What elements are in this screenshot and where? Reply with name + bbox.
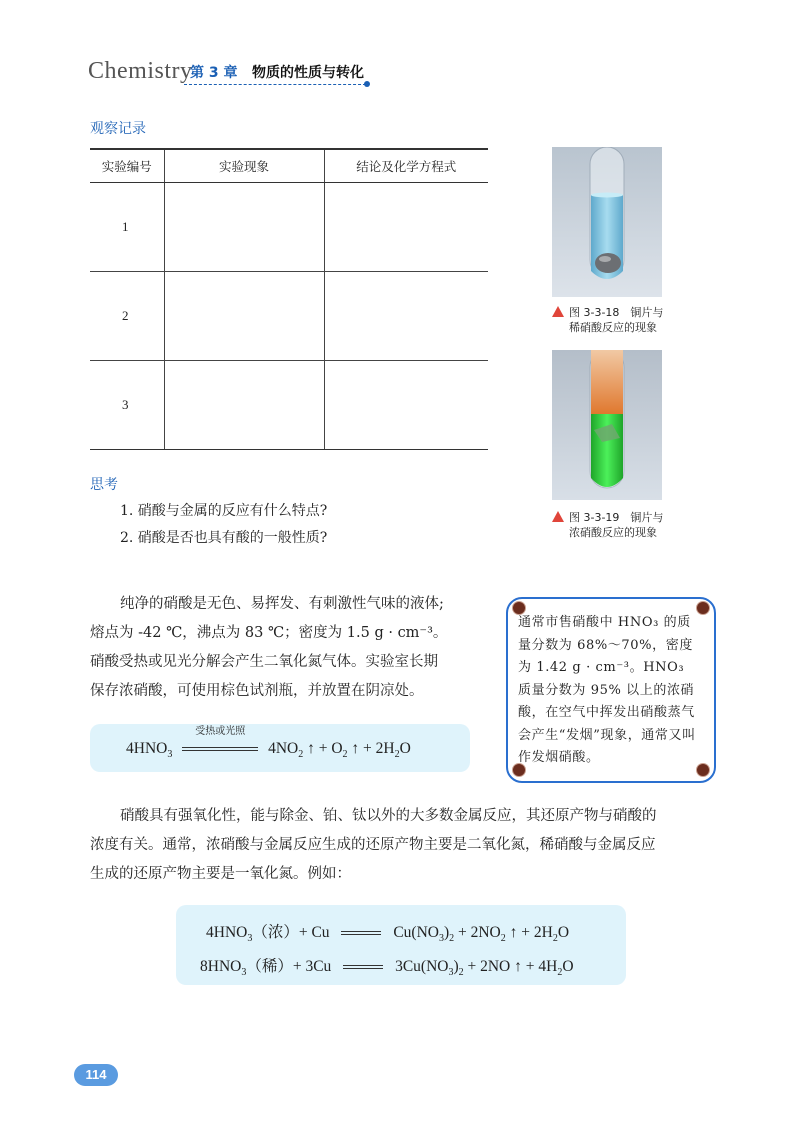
conclusion-cell[interactable]: [324, 361, 488, 450]
equals-arrow-icon: [182, 747, 258, 751]
column-header: 实验编号: [90, 149, 164, 183]
think-question: 2. 硝酸是否也具有酸的一般性质?: [120, 530, 328, 546]
brown-gas: [591, 350, 623, 414]
table-row: [90, 183, 488, 272]
column-header: 实验现象: [164, 149, 324, 183]
table-row: [90, 272, 488, 361]
think-heading: 思考: [90, 477, 118, 493]
table-header-row: [90, 149, 488, 183]
concentrated-copper-equation: $4HNO_3$（浓）+ Cu $Cu(NO_3)_2 + 2NO_2$ ↑ + $2H_2O$: [206, 924, 570, 945]
decomposition-equation: $4HNO_3$ 受热或光照 $4NO_2$ ↑ + $O_2$ ↑ + $2H_2O$: [126, 740, 411, 760]
side-note-text: 通常市售硝酸中 HNO₃ 的质量分数为 68%～70%，密度为 1.42 g · cm⁻³。HNO₃ 质量分数为 95% 以上的浓硝酸，在空气中挥发出硝酸蒸气会产生“发烟”现象，通常又叫作发烟硝酸。: [518, 615, 696, 765]
paragraph-oxidation: 硝酸具有强氧化性，能与除金、铂、钛以外的大多数金属反应，其还原产物与硝酸的 浓度有关。通常，浓硝酸与金属反应生成的还原产物主要是二氧化氮，稀硝酸与金属反应 生成的还原产物主要是一氧化氮。例如：: [90, 808, 657, 882]
equals-arrow-icon: [343, 965, 383, 969]
concentrated-acid-photo: [552, 350, 662, 500]
header-divider: [184, 84, 366, 85]
green-liquid: [591, 414, 623, 487]
dilute-acid-photo: [552, 147, 662, 297]
experiment-number: 3: [90, 361, 164, 450]
figure-marker-icon: [552, 511, 564, 522]
think-question: 1. 硝酸与金属的反应有什么特点?: [120, 503, 328, 519]
paragraph-properties: 纯净的硝酸是无色、易挥发、有刺激性气味的液体; 熔点为 -42 ℃，沸点为 83 ℃；密度为 1.5 g · cm⁻³。 硝酸受热或见光分解会产生二氧化氮气体。实验室长期 保存浓硝酸，可使用棕色试剂瓶，并放置在阴凉处。: [90, 596, 448, 699]
phenomenon-cell[interactable]: [164, 183, 324, 272]
figure-caption: 图 3-3-18 铜片与 稀硝酸反应的现象: [552, 305, 692, 335]
book-title: Chemistry: [88, 58, 193, 84]
phenomenon-cell[interactable]: [164, 272, 324, 361]
experiment-number: 1: [90, 183, 164, 272]
conclusion-cell[interactable]: [324, 272, 488, 361]
dilute-copper-equation: $8HNO_3$（稀）+ 3Cu $3Cu(NO_3)_2 + 2NO$ ↑ + $4H_2O$: [200, 958, 574, 979]
equals-arrow-icon: [341, 931, 381, 935]
header-dot: [364, 81, 370, 87]
chapter-title: 物质的性质与转化: [252, 65, 364, 81]
table-row: [90, 361, 488, 450]
experiment-number: 2: [90, 272, 164, 361]
phenomenon-cell[interactable]: [164, 361, 324, 450]
observation-table: [90, 148, 488, 450]
page-number: 114: [74, 1064, 118, 1086]
figure-caption: 图 3-3-19 铜片与 浓硝酸反应的现象: [552, 510, 692, 540]
figure-marker-icon: [552, 306, 564, 317]
reaction-condition: 受热或光照: [195, 726, 246, 737]
observation-heading: 观察记录: [90, 121, 146, 137]
conclusion-cell[interactable]: [324, 183, 488, 272]
column-header: 结论及化学方程式: [324, 149, 488, 183]
chapter-number: 第 3 章: [190, 65, 238, 81]
